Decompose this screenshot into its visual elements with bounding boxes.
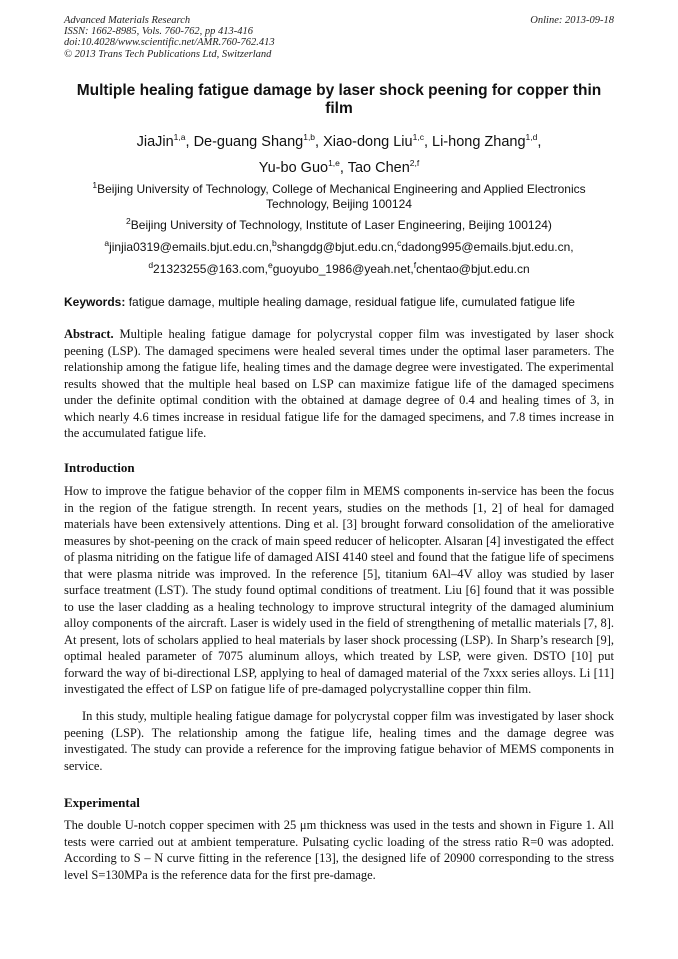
author: De-guang Shang$^{1,b}$, [193, 132, 324, 150]
section-heading-introduction: Introduction [64, 460, 135, 475]
author-list [64, 129, 614, 181]
intro-paragraph-1: How to improve the fatigue behavior of the copper film in MEMS components in-service has been the focus in the region of the fatigue strength. In recent years, studies on the methods [1, 2] of heal for damaged materials have been extensively attentions. Ding et al. [3] brought forward consolidation of the ameliorative measures by shot-peening on the crack of main speed reducer of helicopter. Alsaran [4] investigated the effect of plasma nitriding on the fatigue life of damaged AISI 4140 steel and found that the fatigue life of specimens that were plasma nitride was improved. In the reference [5], titanium 6Al–4V alloy was studied by laser surface treatment (LST). The study found optimal conditions of treatment. Liu [6] found that it was possible to use the laser cladding as a healing technology to improve structural integrity of the damaged aluminium alloy components of the aircraft. Laser is widely used in the field of strengthening of metallic materials [7, 8]. At present, lots of scholars applied to heal materials by laser shock processing (LSP). In Sharp’s research [9], optimal healed parameter of 7075 aluminum alloys, which treated by LSP, were given. DSTO [10] put forward the way of bi-directional LSP, applying to heal of damaged material of the 7xxx series alloys. Li [11] investigated the effect of LSP on fatigue life of pre-damaged polycrystalline copper thin film. [64, 484, 614, 696]
author: JiaJin$^{1,a}$, [136, 132, 194, 150]
online-date: Online: 2013-09-18 [530, 15, 614, 26]
journal-header [64, 15, 614, 60]
section-heading-experimental: Experimental [64, 795, 140, 810]
intro-paragraph-2: In this study, multiple healing fatigue damage for polycrystal copper film was investigated by laser shock peening (LSP). The relationship among the fatigue life, healing times and the damage degree was investigated. The study can provide a reference for the improving fatigue behavior of MEMS components in service. [64, 709, 614, 773]
abstract: Abstract. Multiple healing fatigue damage for polycrystal copper film was investigated by laser shock peening (LSP). The damaged specimens were healed several times under the optimal laser parameters. The relationship among the fatigue life, healing times and the damage degree were investigated. The experimental results showed that the multiple heal based on LSP can maximize fatigue life of the damaged specimens under the definite optimal condition with the obtained at damage degree of 0.4 and healing times of 3, in which nearly 4.6 times increase in residual fatigue life for the damaged specimens, and 7.8 times increase in the accumulated fatigue life. [64, 327, 614, 440]
keywords: Keywords: fatigue damage, multiple healing damage, residual fatigue life, cumulated fatigue life [64, 295, 575, 309]
copyright-line: © 2013 Trans Tech Publications Ltd, Switzerland [64, 48, 272, 60]
issn-line: ISSN: 1662-8985, Vols. 760-762, pp 413-416 [64, 26, 253, 38]
affiliation-2: $^2$Beijing University of Technology, Institute of Laser Engineering, Beijing 100124) [126, 216, 552, 232]
affiliation-1: $^1$Beijing University of Technology, College of Mechanical Engineering and Applied Electronics Technology, Beijing 100124 [92, 180, 586, 211]
author: Yu-bo Guo$^{1,e}$, [258, 158, 348, 176]
journal-name: Advanced Materials Research [64, 15, 191, 26]
author: Tao Chen$^{2,f}$ [347, 158, 420, 176]
paper-title: Multiple healing fatigue damage by laser shock peening for copper thin film [76, 82, 602, 117]
doi-line: doi:10.4028/www.scientific.net/AMR.760-762.413 [64, 37, 275, 49]
author: Li-hong Zhang$^{1,d}$, [432, 132, 542, 150]
experimental-paragraph-1: The double U-notch copper specimen with 25 μm thickness was used in the tests and shown in Figure 1. All tests were carried out at ambient temperature. Pulsating cyclic loading of the stress ratio R=0 was adopted. According to S – N curve fitting in the reference [13], the designed life of 20900 corresponding to the stress level S=130MPa is the reference data for the first pre-damage. [64, 818, 614, 882]
email-line-1: $^a$jinjia0319@emails.bjut.edu.cn,$^b$shangdg@bjut.edu.cn,$^c$dadong995@emails.bjut.edu.cn, [104, 238, 574, 254]
email-line-2: $^d$21323255@163.com,$^e$guoyubo_1986@yeah.net,$^f$chentao@bjut.edu.cn [148, 260, 530, 276]
author: Xiao-dong Liu$^{1,c}$, [323, 132, 433, 150]
